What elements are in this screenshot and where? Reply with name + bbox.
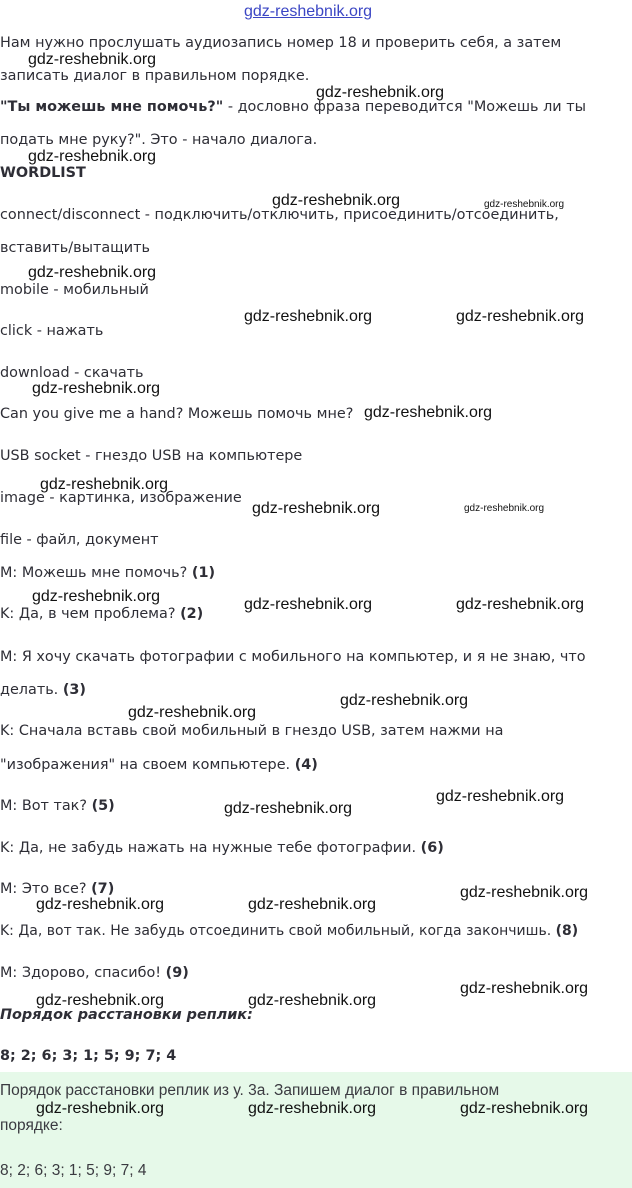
phrase-bold: "Ты можешь мне помочь?" xyxy=(0,99,224,115)
watermark: gdz-reshebnik.org xyxy=(252,500,381,517)
word-item: USB socket - гнездо USB на компьютере xyxy=(0,448,303,464)
answer-line: Порядок расстановки реплик из у. 3а. Запишем диалог в правильном xyxy=(0,1082,500,1099)
word-item: connect/disconnect - подключить/отключить, присоединить/отсоединить, xyxy=(0,207,559,223)
watermark: gdz-reshebnik.org xyxy=(248,1100,377,1117)
answer-line: порядке: xyxy=(0,1117,63,1134)
dialog-text: K: Да, в чем проблема? xyxy=(0,606,181,622)
watermark: gdz-reshebnik.org xyxy=(32,588,161,605)
dialog-line xyxy=(0,922,578,940)
order-title: Порядок расстановки реплик: xyxy=(0,1007,253,1023)
dialog-line: M: Я хочу скачать фотографии с мобильного на компьютер, и я не знаю, что xyxy=(0,649,586,665)
watermark: gdz-reshebnik.org xyxy=(484,199,565,210)
dialog-number: (2) xyxy=(180,606,204,622)
dialog-line xyxy=(0,681,86,699)
watermark: gdz-reshebnik.org xyxy=(224,800,353,817)
dialog-text: M: Здорово, спасибо! xyxy=(0,965,166,981)
text-line xyxy=(0,98,586,116)
wordlist-heading: WORDLIST xyxy=(0,165,86,181)
word-item: click - нажать xyxy=(0,323,104,339)
dialog-number: (7) xyxy=(91,881,115,897)
word-item: Can you give me a hand? Можешь помочь мне? xyxy=(0,406,354,422)
watermark: gdz-reshebnik.org xyxy=(248,896,377,913)
dialog-line xyxy=(0,964,189,982)
dialog-number: (5) xyxy=(91,798,115,814)
dialog-number: (9) xyxy=(165,965,189,981)
text-line: подать мне руку?". Это - начало диалога. xyxy=(0,132,318,148)
dialog-line xyxy=(0,605,203,623)
word-item: mobile - мобильный xyxy=(0,282,149,298)
dialog-text: M: Вот так? xyxy=(0,798,92,814)
dialog-text: делать. xyxy=(0,682,63,698)
watermark: gdz-reshebnik.org xyxy=(316,84,445,101)
word-item: download - скачать xyxy=(0,365,144,381)
dialog-line xyxy=(0,797,115,815)
dialog-text: M: Можешь мне помочь? xyxy=(0,565,192,581)
watermark: gdz-reshebnik.org xyxy=(32,380,161,397)
dialog-number: (8) xyxy=(555,923,579,939)
answer-line: 8; 2; 6; 3; 1; 5; 9; 7; 4 xyxy=(0,1162,147,1179)
watermark: gdz-reshebnik.org xyxy=(128,704,257,721)
dialog-number: (4) xyxy=(294,757,318,773)
watermark: gdz-reshebnik.org xyxy=(460,884,589,901)
watermark: gdz-reshebnik.org xyxy=(456,596,585,613)
watermark: gdz-reshebnik.org xyxy=(40,476,169,493)
dialog-number: (1) xyxy=(191,565,216,581)
watermark: gdz-reshebnik.org xyxy=(460,1100,589,1117)
text-line: Нам нужно прослушать аудиозапись номер 18 и проверить себя, а затем xyxy=(0,35,562,51)
word-item: file - файл, документ xyxy=(0,532,159,548)
site-link[interactable]: gdz-reshebnik.org xyxy=(244,3,373,20)
word-item: image - картинка, изображение xyxy=(0,490,242,506)
watermark: gdz-reshebnik.org xyxy=(36,992,165,1009)
watermark: gdz-reshebnik.org xyxy=(28,264,157,281)
dialog-line xyxy=(0,564,215,582)
order-value: 8; 2; 6; 3; 1; 5; 9; 7; 4 xyxy=(0,1048,177,1064)
watermark: gdz-reshebnik.org xyxy=(460,980,589,997)
dialog-text: M: Это все? xyxy=(0,881,92,897)
watermark: gdz-reshebnik.org xyxy=(36,1100,165,1117)
dialog-line: K: Сначала вставь свой мобильный в гнездо USB, затем нажми на xyxy=(0,723,504,739)
word-item: вставить/вытащить xyxy=(0,240,150,256)
text-line: записать диалог в правильном порядке. xyxy=(0,68,310,84)
watermark: gdz-reshebnik.org xyxy=(364,404,493,421)
watermark: gdz-reshebnik.org xyxy=(28,148,157,165)
dialog-text: K: Да, не забудь нажать на нужные тебе фотографии. xyxy=(0,840,421,856)
watermark: gdz-reshebnik.org xyxy=(248,992,377,1009)
dialog-number: (6) xyxy=(420,840,444,856)
watermark: gdz-reshebnik.org xyxy=(456,308,585,325)
watermark: gdz-reshebnik.org xyxy=(244,308,373,325)
dialog-number: (3) xyxy=(62,682,87,698)
dialog-line xyxy=(0,756,318,774)
phrase-rest: - дословно фраза переводится "Можешь ли ты xyxy=(223,99,586,115)
dialog-text: K: Да, вот так. Не забудь отсоединить свой мобильный, когда закончишь. xyxy=(0,923,556,939)
watermark: gdz-reshebnik.org xyxy=(244,596,373,613)
watermark: gdz-reshebnik.org xyxy=(436,788,565,805)
watermark: gdz-reshebnik.org xyxy=(272,192,401,209)
watermark: gdz-reshebnik.org xyxy=(464,503,545,514)
dialog-text: "изображения" на своем компьютере. xyxy=(0,757,295,773)
dialog-line xyxy=(0,839,444,857)
watermark: gdz-reshebnik.org xyxy=(340,692,469,709)
watermark: gdz-reshebnik.org xyxy=(36,896,165,913)
watermark: gdz-reshebnik.org xyxy=(28,51,157,68)
